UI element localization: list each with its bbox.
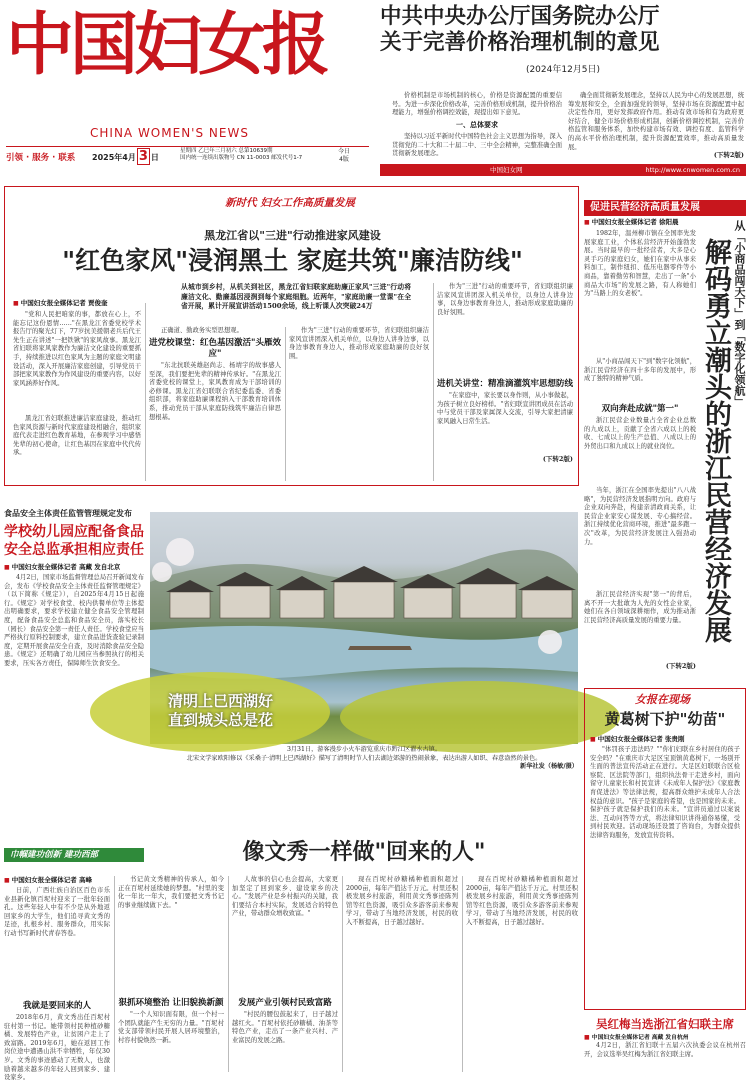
bottom-sub-1: 我就是要回来的人: [22, 1001, 91, 1011]
website-label: 中国妇女网: [490, 166, 523, 174]
sidebar-byline: ■ 中国妇女报全媒体记者 徐阳晨: [584, 218, 696, 227]
bottom-sub-3: 发展产业引领村民致富路: [238, 998, 332, 1008]
bottom-right-byline: ■ 中国妇女报全媒体记者 高藏 发自杭州: [584, 1034, 746, 1042]
masthead-info-bar: [6, 146, 369, 166]
sidebar-subtitle-vertical: 从「小商品闯天下」到「数字化领航」: [733, 220, 746, 407]
bottom-story: [4, 876, 578, 1082]
feature-continued: (下转2版): [542, 455, 573, 463]
bottom-col-2: 书记黄文秀精神的传承人，如今正在百坭村延续她的梦想。"村里的变化一年比一年大，我们要把文秀书记的事业继续做下去。" 狠抓环境整治 让旧貌换新颜 "一个人知识面有限，但一个村一个团队就能产生无穷的力量。"百坭村党支部带领村民开展人居环境整治，村容村貌焕然一新。: [118, 876, 224, 1044]
scene-box: [584, 688, 746, 1010]
website-url[interactable]: http://www.cnwomen.com.cn: [645, 166, 740, 174]
bottom-sub-2: 狠抓环境整治 让旧貌换新颜: [118, 998, 224, 1008]
food-story: [4, 508, 144, 844]
sidebar-continued: (下转2版): [665, 662, 696, 670]
bottom-col-5: 现在百坭村砂糖橘种植面积超过2000亩，每年产值达千万元。村里还积极发展乡村旅游，利用黄文秀事迹陈列馆等红色资源，吸引众多游客前来参观学习，带动了当地经济发展，村民的收入不断提高，日子越过越好。: [466, 876, 578, 926]
sidebar-sub-1: 双向奔赴成就"第一": [601, 404, 679, 414]
feature-divider-1: [145, 303, 146, 481]
masthead-english: CHINA WOMEN'S NEWS: [90, 126, 249, 140]
food-byline: ■ 中国妇女报全媒体记者 高藏 发自北京: [4, 563, 144, 572]
food-title-1: 学校幼儿园应配备食品: [4, 524, 144, 540]
scene-byline: ■ 中国妇女报全媒体记者 张贵刚: [590, 735, 740, 744]
feature-photo: [150, 512, 578, 744]
scene-column-label: 女报在现场: [635, 693, 690, 706]
bottom-divider-3: [342, 876, 343, 1072]
bottom-divider-4: [462, 876, 463, 1072]
photo-credit: 新华社发（杨敏/摄）: [520, 763, 578, 771]
food-body: ■ 中国妇女报全媒体记者 高藏 发自北京 4月2日，国家市场监督管理总局召开新闻发布会，发布《学校食品安全主体责任监督管理规定》（以下简称《规定》），自2025年4月15日起施行。《规定》对学校食堂、校内供餐单位等主体提出明确要求，要求学校建立健全食品安全管理制度，配备食品安全总监和食品安全员，落实校长（园长）食品安全第一责任人责任。学校食堂应当严格执行原料控制要求，建立食品进货查验记录制度，定期开展食品安全自查，及时消除食品安全隐患。《规定》还明确了幼儿园应当参照执行的相关要求，压实各方责任，保障师生饮食安全。: [4, 563, 144, 824]
bottom-right-story: [584, 1016, 746, 1076]
photo-description: 3月31日，游客漫步小火车游览重庆市黔江区濯水古镇。 北宋文学家欧阳修以《采桑子·清明上巳西湖好》描写了清明时节人们去湖边郊游的热闹景象，表达出游人如织、春意盎然的景色。 新华社发（杨敏/摄）: [150, 746, 578, 772]
sidebar-title-vertical: 解码勇立潮头的浙江民营经济发展: [700, 238, 731, 643]
bottom-byline: ■ 中国妇女报全媒体记者 高峰: [4, 876, 110, 885]
food-kicker: 食品安全主体责任监管管理规定发布: [4, 509, 132, 518]
bottom-divider-2: [228, 876, 229, 1072]
feature-lede: 从城市到乡村，从机关到社区，黑龙江省妇联家庭助廉正家风"三进"行动将廉洁文化、勤廉基因浸润到每个家庭细胞。近两年，"家庭助廉一堂课"在全省开展，累计开展宣讲活动1500余场，线上听课人次突破24万: [181, 283, 411, 310]
food-title-2: 安全总监承担相应责任: [4, 542, 144, 558]
feature-col-3: 作为"三进"行动的重要环节，省妇联组织廉洁家风宣讲团深入机关单位，以身边人讲身边事，以身边事教育身边人，推动形成家庭助廉的良好氛围。: [289, 327, 429, 360]
photo-caption-poem: 清明上巳西湖好 直到城头总是花: [168, 692, 274, 729]
bottom-story-title: 像文秀一样做"回来的人": [242, 840, 486, 865]
bottom-col-1: ■ 中国妇女报全媒体记者 高峰 日前，广西壮族自治区百色市乐业县新化镇百坭村迎来了一批年轻面孔。这些年轻人中有不少是从外地返回家乡的大学生，他们追寻黄文秀的足迹，扎根乡村、服务群众，用实际行动书写新时代青春答卷。 我就是要回来的人 2018年6月，黄文秀出任百坭村驻村第一书记。她带领村民种植砂糖橘、发展特色产业，让贫困户走上了致富路。2019年6月，她在返回工作岗位途中遭遇山洪不幸牺牲，年仅30岁。文秀的事迹感动了无数人，也激励着越来越多的年轻人回到家乡、建设家乡。: [4, 876, 110, 1074]
bottom-col-3: 人故事的信心也会提高，大家更加坚定了回到家乡、建设家乡的决心。"发展产业是乡村振兴的关键，我们要结合本村实际，发展适合的特色产业，带动群众增收致富。" 发展产业引领村民致富路 "村民的腰包鼓起来了，日子越过越红火。"百坭村依托砂糖橘、油茶等特色产业，走出了一条产业兴村、产业富民的发展之路。: [232, 876, 338, 1044]
top-story: [380, 4, 746, 166]
scene-body: ■ 中国妇女报全媒体记者 张贵刚 "体罚孩子违法吗？""你们妇联在乡村居住的孩子安全吗？"在重庆市大足区宝顶镇黄葛树下，一场别开生面的普法宣传活动正在进行。大足区妇联联合区检察院、区法院等部门，组织执法骨干走进乡村，面向留守儿童家长和村民宣讲《未成年人保护法》《家庭教育促进法》等法律法规，提高群众维护未成年人合法权益的意识。"孩子是家庭的希望，也是国家的未来。保护孩子就是保护我们的未来。"宣讲员通过以案说法、互动问答等方式，将法律知识讲得通俗易懂，受到村民欢迎。活动现场还设置了咨询台，为群众提供法律咨询服务，发放宣传资料。: [590, 735, 740, 1006]
feature-kicker: 黑龙江省以"三进"行动推进家风建设: [204, 229, 381, 242]
bottom-col-4: 现在百坭村砂糖橘种植面积超过2000亩，每年产值达千万元。村里还积极发展乡村旅游，利用黄文秀事迹陈列馆等红色资源，吸引众多游客前来参观学习，带动了当地经济发展，村民的收入不断提高，日子越过越好。: [346, 876, 458, 926]
feature-col-1: ■ 中国妇女报全媒体记者 贾俊奎 "党和人民把咱家的事，都放在心上，不能忘记这份恩情……"在黑龙江省委党校学术报告厅的聚光灯下，77岁抗美援朝老兵后代王先生正在讲述"一把铁锹"的家风故事。黑龙江省妇联将家风家教作为廉洁文化建设的重要抓手，持续推进以红色家风为主题的家庭文明建设活动，深入开展廉洁家庭创建，引导党员干部把家风家教作为作风建设的重要内容，以好家风涵养好作风。 黑龙江省妇联推进廉洁家庭建设，推动红色家风资源与新时代家庭建设相融合，组织家庭代表走进红色教育基地，在参观学习中感悟先辈的初心使命，让红色基因在家庭中代代传承。: [13, 299, 141, 485]
sidebar: [584, 218, 746, 684]
top-story-continued: (下转2版): [713, 151, 744, 159]
bottom-banner: 巾帼建功创新 建功西部: [4, 848, 144, 862]
sidebar-col-text: ■ 中国妇女报全媒体记者 徐阳晨 1982年，温州柳市镇在全国率先发展家庭工业，个体私营经济开始蓬勃发展。当时最早的一批经营者，大多是心灵手巧的家庭妇女，她们在家中从事来料加工，制作纽扣、低压电器零件等小商品，靠着勤劳和智慧，走出了一条"小商品大市场"的发展之路，有人称她们为"马路上的女老板"。 从"小商品闯天下"到"数字化领航"，浙江民营经济在四十多年的发展中，形成了独特的精神气质。 双向奔赴成就"第一" 浙江民营企业数量占全省企业总数的九成以上，贡献了全省六成以上的税收、七成以上的生产总值、八成以上的外贸出口和九成以上的就业岗位。 当年，浙江在全国率先提出"八八战略"，为民营经济发展指明方向。政府与企业双向奔赴，构建亲清政商关系，让民营企业家安心谋发展、专心搞经营。浙江持续优化营商环境，推进"最多跑一次"改革，为民营经济发展注入强劲动力。 浙江民营经济实现"第一"的背后，离不开一大批敢为人先的女性企业家，她们在各自领域深耕细作，成为推动浙江民营经济高质量发展的重要力量。 (下转2版): [584, 218, 696, 670]
feature-box: [4, 186, 579, 486]
bottom-divider-1: [114, 876, 115, 1072]
feature-col-2: 正确道、勤政务实型思想观。 进党校课堂：红色基因激活"头雁效应" "东北抗联英雄赵尚志、杨靖宇的故事感人至深，我们要把先辈的精神传承好。"在黑龙江省委党校的课堂上，家风教育成为干部培训的必修课。黑龙江省妇联联合省纪委监委、省委组织部，将家庭助廉课程纳入干部教育培训体系，推动党员干部从家庭防线筑牢廉洁自律思想根基。: [149, 327, 281, 421]
feature-divider-3: [433, 283, 434, 481]
top-story-section-title: 一、总体要求: [456, 121, 498, 129]
scene-title: 黄葛树下护"幼苗": [604, 710, 726, 728]
top-story-col-1: 价格机制是市场机制的核心，价格是资源配置的重要信号。为进一步深化价格改革，完善价格形成机制，提升价格治理能力，增强价格调控效能，现提出如下意见。 一、总体要求 坚持以习近平新时代中国特色社会主义思想为指导，深入贯彻党的二十大和二十届二中、三中全会精神，完整准确全面贯彻新发展理念。: [392, 92, 563, 158]
masthead-today: 今日 4版: [338, 148, 351, 163]
feature-title: "红色家风"浸润黑土 家庭共筑"廉洁防线": [62, 246, 523, 275]
feature-divider-2: [285, 327, 286, 481]
bottom-right-body: ■ 中国妇女报全媒体记者 高藏 发自杭州 4月2日，浙江省妇联十五届六次执委会议在杭州召开，会议选举吴红梅为浙江省妇联主席。: [584, 1034, 746, 1068]
top-story-date: (2024年12月5日): [525, 65, 601, 75]
feature-sub-2: 进机关讲堂：精准滴灌筑牢思想防线: [437, 379, 574, 389]
masthead-slogan: 引领 · 服务 · 联系: [6, 153, 76, 163]
masthead-date: 2025年4月 3 日: [92, 149, 159, 164]
bottom-right-title: 吴红梅当选浙江省妇联主席: [596, 1017, 734, 1031]
feature-col-4: 作为"三进"行动的重要环节，省妇联组织廉洁家风宣讲团深入机关单位，以身边人讲身边事，以身边事教育身边人，推动形成家庭助廉的良好氛围。 进机关讲堂：精准滴灌筑牢思想防线 "在家庭中，家长要以身作则，从小事做起，为孩子树立良好榜样。"省妇联宣讲团成员在活动中与党员干部及家属深入交流，引导大家把清廉家风融入日常生活。 (下转2版): [437, 283, 574, 463]
website-bar: [380, 164, 746, 176]
feature-sub-1: 进党校课堂：红色基因激活"头雁效应": [149, 338, 281, 359]
top-story-title-2: 关于完善价格治理机制的意见: [380, 30, 660, 55]
masthead-logo: 中国妇女报: [6, 5, 327, 85]
masthead-weekday-box: 星期四 乙巳年三月初六 总第10639期 国内统一连续出版物号 CN 11-0003 邮发代号1-7: [180, 148, 303, 161]
top-story-col-2: 确全面贯彻新发展理念，坚持以人民为中心的发展思想，统筹发展和安全，全面加强党的领导，坚持市场在资源配置中起决定性作用，更好发挥政府作用。推动有效市场和有为政府更好结合，健全市场价格形成机制，创新价格调控机制，完善价格监管和服务体系，加快构建市场有效、调控有度、监管科学的高水平价格治理机制，提升资源配置效率，推动高质量发展。: [568, 92, 744, 151]
feature-column-banner: 新时代 妇女工作高质量发展: [225, 197, 355, 209]
sidebar-column-label: 促进民营经济高质量发展: [584, 200, 746, 216]
top-story-title-1: 中共中央办公厅国务院办公厅: [380, 4, 660, 29]
feature-byline: ■ 中国妇女报全媒体记者 贾俊奎: [13, 299, 141, 308]
